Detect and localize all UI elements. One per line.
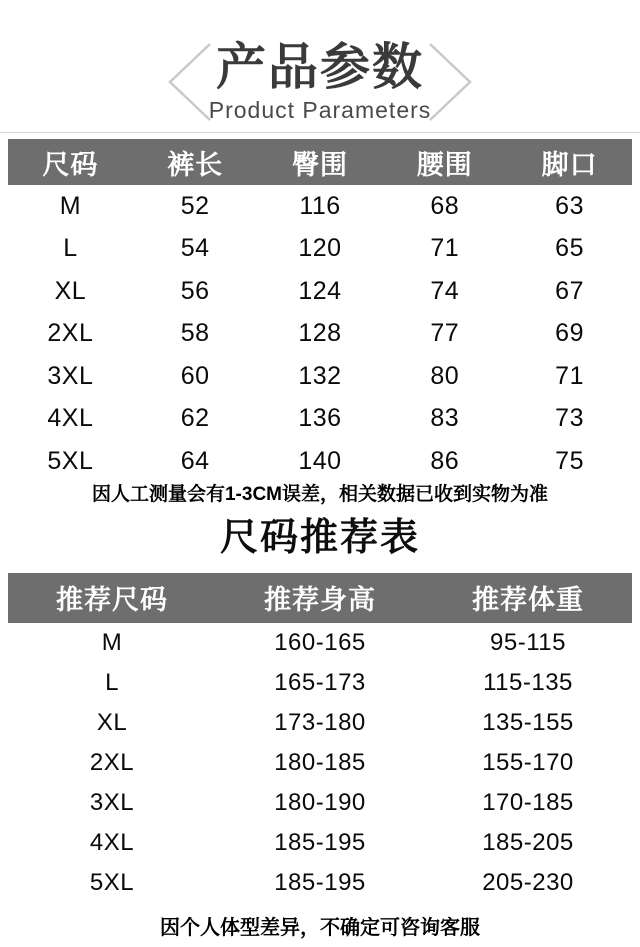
header-section	[0, 0, 640, 133]
column-header: 臀围	[291, 149, 348, 180]
page-subtitle: Product Parameters	[208, 97, 432, 123]
table-row	[8, 703, 632, 743]
table-cell: 173-180	[274, 708, 366, 736]
table-row	[8, 440, 632, 483]
table-cell: 52	[180, 191, 210, 220]
table-row	[8, 743, 632, 783]
table-cell: XL	[96, 708, 128, 736]
column-header: 腰围	[416, 149, 473, 180]
column-header: 推荐体重	[472, 585, 584, 615]
column-header: 脚口	[541, 149, 598, 180]
table-row	[8, 663, 632, 703]
body-type-note: 因个人体型差异，不确定可咨询客服	[160, 916, 480, 939]
table-cell: 135-155	[482, 708, 574, 736]
column-header: 推荐尺码	[56, 585, 168, 615]
table-cell: 3XL	[89, 788, 135, 816]
table-row	[8, 270, 632, 313]
table-cell: 132	[298, 361, 342, 390]
size-table-header-row	[8, 139, 632, 185]
table-cell: 180-185	[274, 748, 366, 776]
table-row	[8, 185, 632, 228]
table-cell: 120	[298, 234, 342, 263]
table-cell: 5XL	[47, 446, 94, 475]
recommend-table-title: 尺码推荐表	[219, 516, 420, 559]
table-cell: 63	[555, 191, 584, 220]
table-cell: 73	[555, 404, 584, 433]
table-cell: 3XL	[47, 361, 94, 390]
table-row	[8, 313, 632, 356]
recommend-table	[0, 573, 640, 903]
table-cell: 128	[298, 319, 342, 348]
table-cell: 2XL	[89, 748, 135, 776]
table-cell: 180-190	[274, 788, 366, 816]
table-cell: 160-165	[274, 628, 366, 656]
table-cell: 2XL	[47, 319, 94, 348]
table-cell: 86	[430, 446, 460, 475]
chevron-left-icon	[166, 42, 212, 122]
table-cell: M	[59, 191, 82, 220]
table-cell: 155-170	[482, 748, 574, 776]
recommend-table-header-row	[8, 573, 632, 623]
table-cell: 165-173	[274, 668, 366, 696]
table-cell: 4XL	[89, 828, 135, 856]
table-cell: 64	[180, 446, 210, 475]
recommend-table-body	[8, 623, 632, 903]
table-cell: 115-135	[483, 668, 573, 696]
table-cell: 60	[180, 361, 210, 390]
table-cell: 56	[180, 276, 210, 305]
table-row	[8, 228, 632, 271]
size-table-body	[8, 185, 632, 483]
table-cell: M	[101, 628, 123, 656]
table-cell: 124	[298, 276, 342, 305]
table-cell: 185-195	[274, 868, 366, 896]
table-cell: 170-185	[482, 788, 574, 816]
table-row	[8, 623, 632, 663]
table-cell: 54	[180, 234, 210, 263]
table-cell: 75	[555, 446, 584, 475]
table-row	[8, 355, 632, 398]
table-row	[8, 863, 632, 903]
table-cell: 80	[430, 361, 460, 390]
table-cell: 140	[298, 446, 342, 475]
table-cell: 71	[430, 234, 460, 263]
table-cell: 205-230	[482, 868, 574, 896]
table-cell: 71	[555, 361, 584, 390]
table-cell: 58	[180, 319, 210, 348]
table-cell: 116	[299, 191, 341, 220]
table-row	[8, 783, 632, 823]
size-table	[0, 139, 640, 483]
table-cell: 65	[555, 234, 584, 263]
table-cell: 185-195	[274, 828, 366, 856]
table-cell: L	[63, 234, 78, 263]
table-cell: 77	[430, 319, 460, 348]
title-block	[0, 0, 640, 124]
chevron-right-icon	[428, 42, 474, 122]
table-cell: 62	[180, 404, 210, 433]
table-cell: 185-205	[482, 828, 574, 856]
table-row	[8, 398, 632, 441]
column-header: 裤长	[167, 149, 224, 180]
table-cell: 4XL	[47, 404, 94, 433]
table-row	[8, 823, 632, 863]
table-cell: 83	[430, 404, 460, 433]
table-cell: 68	[430, 191, 460, 220]
table-cell: 95-115	[490, 628, 566, 656]
table-cell: 69	[555, 319, 584, 348]
table-cell: 5XL	[89, 868, 135, 896]
table-cell: 136	[298, 404, 342, 433]
table-cell: L	[105, 668, 119, 696]
column-header: 推荐身高	[264, 585, 376, 615]
measurement-note: 因人工测量会有1-3CM误差，相关数据已收到实物为准	[91, 483, 548, 505]
table-cell: 74	[430, 276, 460, 305]
column-header: 尺码	[42, 149, 99, 180]
table-cell: 67	[555, 276, 584, 305]
page-title: 产品参数	[216, 39, 424, 95]
table-cell: XL	[54, 276, 87, 305]
